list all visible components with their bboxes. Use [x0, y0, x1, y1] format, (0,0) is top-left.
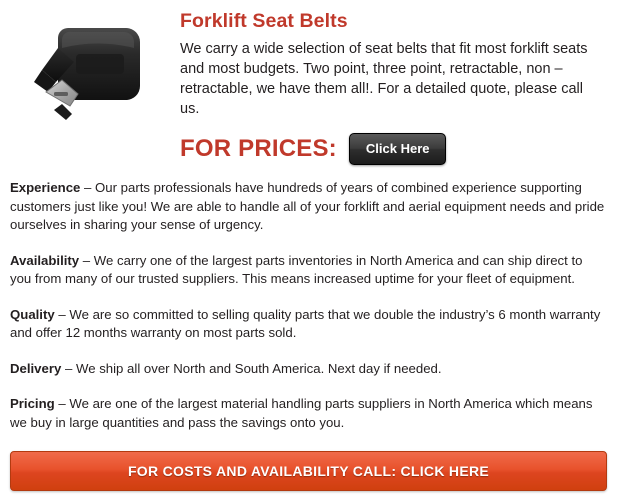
cta-call-label: FOR COSTS AND AVAILABILITY CALL: CLICK HERE: [127, 463, 490, 479]
feature-experience-lead: Experience: [10, 180, 81, 195]
feature-availability-text: – We carry one of the largest parts inventories in North America and can ship direct to you from many of our trusted suppliers. This means increased uptime for your fleet of equipment.: [10, 252, 583, 286]
feature-availability: [10, 252, 605, 289]
feature-pricing: [10, 395, 605, 432]
intro-paragraph: We carry a wide selection of seat belts that fit most forklift seats and most budgets. Two point, three point, retractable, non – retractable, we have them all!. For a detailed quote, please call us.: [180, 41, 588, 117]
feature-pricing-lead: Pricing: [10, 396, 55, 411]
feature-experience: [10, 179, 605, 235]
feature-quality: [10, 306, 605, 343]
seat-belt-buckle-image: [10, 8, 180, 148]
feature-availability-lead: Availability: [10, 252, 80, 268]
cta-call-button[interactable]: [10, 451, 607, 491]
product-header: [0, 0, 619, 165]
for-prices-label: FOR PRICES:: [180, 135, 337, 162]
feature-pricing-text: – We are one of the largest material handling parts suppliers in North America which means we buy in large quantities and pass the savings onto you.: [10, 396, 593, 430]
page-title: Forklift Seat Belts: [180, 10, 348, 32]
feature-delivery-text: – We ship all over North and South America. Next day if needed.: [61, 360, 442, 376]
features-list: [0, 165, 619, 432]
for-prices-row: [180, 133, 605, 165]
header-text-block: [180, 8, 605, 165]
feature-delivery: [10, 360, 605, 379]
feature-quality-text: – We are so committed to selling quality parts that we double the industry’s 6 month warranty and offer 12 months warranty on most parts sold.: [10, 306, 601, 340]
click-here-button[interactable]: Click Here: [349, 133, 447, 165]
feature-delivery-lead: Delivery: [10, 360, 62, 376]
feature-experience-text: – Our parts professionals have hundreds of years of combined experience supporting customers just like you! We are able to handle all of your forklift and aerial equipment needs and pride ourselves in sharing your sense of urgency.: [10, 180, 605, 232]
feature-quality-lead: Quality: [10, 306, 55, 322]
